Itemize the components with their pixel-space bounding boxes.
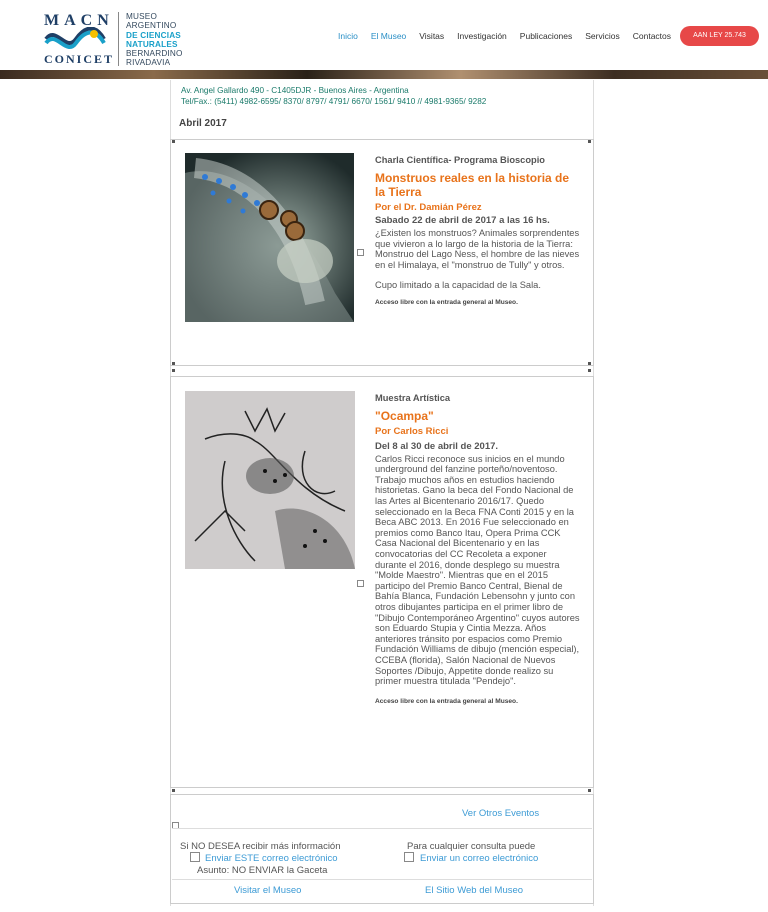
event-description: Carlos Ricci reconoce sus inicios en el mundo underground del fanzine porteño/noventoso. Trabajo muchos años en estudios haciendo historietas. Gano la beca del Fondo Nacional de las Artes al Bicentenario 2016/17. Quedo seleccionado en la Beca FNA Conti 2015 y en la Beca ABC 2013. En 2016 Fue seleccionado en premios como Banco Itau, Opera Prima CCK Casa Nacional del Bicentenario y en las convocatorias del CC Recoleta a exponer durante el 2016, donde desplego su muestra "Molde Maestro". Mientras que en el 2015 participo del Premio Banco Central, Bienal de Bahía Blanca, Fundación Lebensohn y junto con otros dibujantes participa en el primer libro de "Dibujo Contemporáneo Argentino" cuyos autores son Eduardo Stupia y Cintia Mezza. Años anteriores tránsito por espacios como Premio Fundación Williams de dibujo (mención especial), CCEBA (florida), Salón Nacional de Nuevos Soportes /Dibujo, Appetite donde realizo su primer muestra titulada "Pendejo". xyxy=(375,453,580,687)
museum-name[interactable]: MUSEO ARGENTINO DE CIENCIAS NATURALES BERNARDINO RIVADAVIA xyxy=(126,12,183,68)
event-access-note: Acceso libre con la entrada general al Museo. xyxy=(375,697,518,705)
divider xyxy=(172,828,592,829)
nav-item-publicaciones[interactable]: Publicaciones xyxy=(519,31,573,41)
corner-marker xyxy=(172,140,175,143)
unsubscribe-subject: Asunto: NO ENVIAR la Gaceta xyxy=(197,865,328,876)
event-image-monster[interactable] xyxy=(185,153,354,322)
broken-image-icon xyxy=(357,580,364,587)
corner-marker xyxy=(172,789,175,792)
nav-item-el-museo[interactable]: El Museo xyxy=(370,31,407,41)
event-category: Charla Científica- Programa Bioscopio xyxy=(375,155,545,165)
event-image-hoopoe[interactable] xyxy=(185,391,355,569)
corner-marker xyxy=(588,140,591,143)
logo-divider xyxy=(118,12,119,66)
image-illustration xyxy=(185,391,355,569)
event-title[interactable]: Monstruos reales en la historia de la Tierra xyxy=(375,170,570,200)
event-details xyxy=(375,155,580,309)
contact-text: Para cualquier consulta puede xyxy=(407,841,536,852)
newsletter-month: Abril 2017 xyxy=(179,118,227,129)
contact-link[interactable]: Enviar un correo electrónico xyxy=(420,853,539,864)
visit-museum-link[interactable]: Visitar el Museo xyxy=(234,885,302,896)
ley-25743-button[interactable]: AAN LEY 25.743 xyxy=(680,26,759,46)
nav-item-contactos[interactable]: Contactos xyxy=(632,31,672,41)
unsubscribe-text: Si NO DESEA recibir más información xyxy=(180,841,341,852)
header-banner-strip xyxy=(0,70,768,79)
nav-item-servicios[interactable]: Servicios xyxy=(585,31,620,41)
nav-item-visitas[interactable]: Visitas xyxy=(419,31,445,41)
event-access-note: Acceso libre con la entrada general al Museo. xyxy=(375,299,518,307)
main-nav xyxy=(338,31,684,41)
corner-marker xyxy=(172,362,175,365)
event-capacity: Cupo limitado a la capacidad de la Sala. xyxy=(375,279,541,290)
event-description: ¿Existen los monstruos? Animales sorprendentes que vivieron a lo largo de la historia de la Tierra: Monstruo del Lago Ness, el hombre de las nieves en el Himalaya, el "monstruo de Tully" y otros. xyxy=(375,228,580,270)
divider xyxy=(172,879,592,880)
logo-macn-text[interactable]: MACN xyxy=(44,12,114,29)
event-details xyxy=(375,393,580,707)
mail-icon xyxy=(404,852,414,862)
logo-conicet-text[interactable]: CONICET xyxy=(44,52,115,66)
nav-item-investigacion[interactable]: Investigación xyxy=(457,31,507,41)
corner-marker xyxy=(588,362,591,365)
mail-icon xyxy=(190,852,200,862)
museum-website-link[interactable]: El Sitio Web del Museo xyxy=(425,885,524,896)
image-illustration xyxy=(185,153,354,322)
museum-address: Av. Angel Gallardo 490 - C1405DJR - Buenos Aires - Argentina Tel/Fax.: (5411) 4982-6595/ 8370/ 8797/ 4791/ 6670/ 1561/ 9410 // 4981-9365/ 9282 xyxy=(181,86,487,106)
more-events-link[interactable]: Ver Otros Eventos xyxy=(462,808,540,819)
event-category: Muestra Artística xyxy=(375,393,451,403)
event-date: Del 8 al 30 de abril de 2017. xyxy=(375,440,499,452)
event-speaker: Por el Dr. Damián Pérez xyxy=(375,201,482,213)
event-title[interactable]: "Ocampa" xyxy=(375,408,434,423)
corner-marker xyxy=(588,789,591,792)
nav-item-inicio[interactable]: Inicio xyxy=(338,31,358,41)
event-date: Sabado 22 de abril de 2017 a las 16 hs. xyxy=(375,215,550,227)
broken-image-icon xyxy=(357,249,364,256)
corner-marker xyxy=(172,369,175,372)
unsubscribe-link[interactable]: Enviar ESTE correo electrónico xyxy=(205,853,338,864)
logo-mark-icon[interactable] xyxy=(44,27,106,51)
site-header xyxy=(0,0,768,78)
event-artist: Por Carlos Ricci xyxy=(375,426,449,438)
corner-marker xyxy=(588,369,591,372)
